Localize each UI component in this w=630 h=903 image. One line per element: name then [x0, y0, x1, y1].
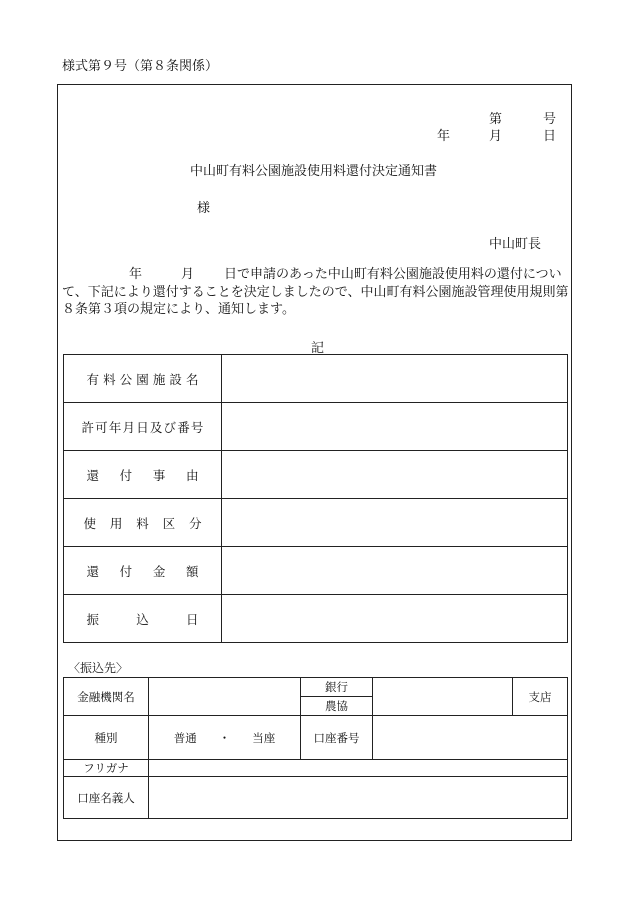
permit-date-number-value[interactable]: [222, 403, 568, 451]
furigana-label: フリガナ: [64, 760, 149, 777]
account-number-label: 口座番号: [301, 716, 373, 760]
account-type-label: 種別: [64, 716, 149, 760]
date-year: 年: [437, 129, 451, 144]
details-table: [63, 354, 568, 643]
details-row-amount: [64, 547, 568, 595]
account-number-value[interactable]: [373, 716, 568, 760]
facility-name-value[interactable]: [222, 355, 568, 403]
document-title: 中山町有料公園施設使用料還付決定通知書: [190, 164, 438, 179]
details-row-transfer-date: [64, 595, 568, 643]
issuer-name: 中山町長: [489, 237, 542, 252]
transfer-date-label: 振 込 日: [64, 595, 222, 643]
refund-amount-value[interactable]: [222, 547, 568, 595]
type-separator: ・: [218, 730, 231, 745]
refund-reason-value[interactable]: [222, 451, 568, 499]
branch-name-value[interactable]: [373, 678, 513, 716]
transfer-date-value[interactable]: [222, 595, 568, 643]
bank-option[interactable]: 銀行: [301, 678, 373, 697]
institution-name-value[interactable]: [149, 678, 301, 716]
date-day: 日: [543, 129, 557, 144]
document-number-suffix: 号: [543, 112, 557, 127]
transfer-table: [63, 677, 568, 819]
account-type-options: [149, 716, 301, 760]
facility-name-label: 有 料 公 園 施 設 名: [64, 355, 222, 403]
account-holder-label: 口座名義人: [64, 777, 149, 819]
fee-category-label: 使 用 料 区 分: [64, 499, 222, 547]
details-row-facility: [64, 355, 568, 403]
date-month: 月: [489, 129, 503, 144]
type-futsu-option[interactable]: 普通: [173, 730, 197, 745]
account-holder-value[interactable]: [149, 777, 568, 819]
ki-note-heading: 記: [311, 341, 325, 356]
refund-reason-label: 還 付 事 由: [64, 451, 222, 499]
document-number-prefix: 第: [489, 112, 503, 127]
refund-amount-label: 還 付 金 額: [64, 547, 222, 595]
form-number-label: 様式第９号（第８条関係）: [62, 59, 219, 74]
permit-date-number-label: 許 可 年 月 日 及 び 番 号: [64, 403, 222, 451]
details-row-permit: [64, 403, 568, 451]
institution-label: 金融機関名: [64, 678, 149, 716]
transfer-heading: 〈振込先〉: [68, 661, 129, 675]
details-row-reason: [64, 451, 568, 499]
type-touza-option[interactable]: 当座: [252, 730, 276, 745]
body-year: 年: [129, 267, 143, 282]
notice-body: [62, 266, 574, 319]
body-month: 月: [181, 267, 195, 282]
details-row-fee-category: [64, 499, 568, 547]
branch-label: 支店: [513, 678, 568, 716]
furigana-value[interactable]: [149, 760, 568, 777]
coop-option[interactable]: 農協: [301, 697, 373, 716]
body-text: 日で申請のあった中山町有料公園施設使用料の還付について、下記により還付することを決定しましたので、中山町有料公園施設管理使用規則第８条第３項の規定により、通知します。: [62, 267, 569, 317]
fee-category-value[interactable]: [222, 499, 568, 547]
addressee-suffix: 様: [197, 201, 211, 216]
